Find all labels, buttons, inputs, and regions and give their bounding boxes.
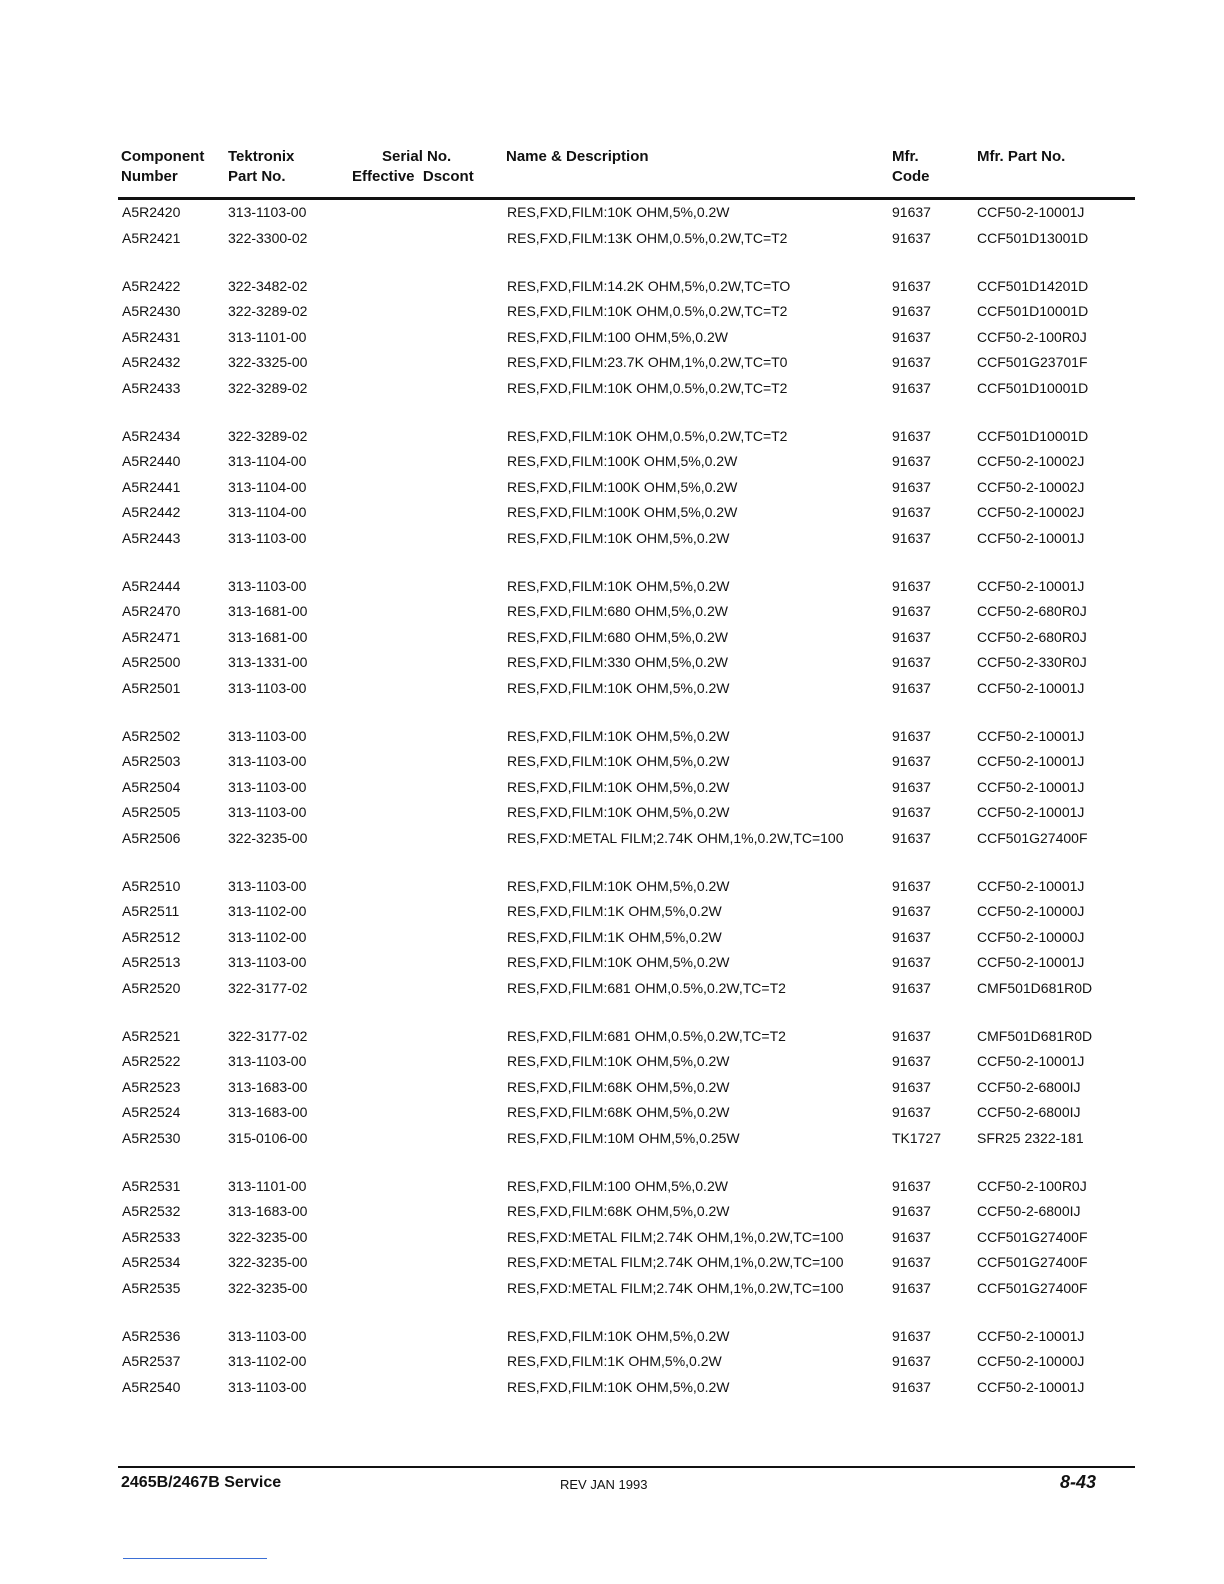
mfr-code: 91637 (892, 903, 931, 919)
table-row (0, 925, 1224, 951)
tektronix-part-no: 322-3235-00 (228, 1254, 308, 1270)
mfr-part-no: SFR25 2322-181 (977, 1129, 1084, 1146)
tektronix-part-no: 313-1102-00 (228, 1353, 307, 1369)
name-description: RES,FXD,FILM:681 OHM,0.5%,0.2W,TC=T2 (507, 1027, 786, 1044)
component-number: A5R2502 (122, 727, 181, 744)
name-description: RES,FXD,FILM:10M OHM,5%,0.25W (507, 1129, 740, 1146)
tektronix-part-no: 313-1101-00 (228, 328, 307, 345)
mfr-code: 91637 (892, 1228, 931, 1245)
name-description: RES,FXD,FILM:100K OHM,5%,0.2W (507, 453, 738, 469)
footer-rule (118, 1466, 1135, 1468)
tektronix-part-no: 313-1104-00 (228, 478, 307, 495)
mfr-part-no: CCF50-2-10001J (977, 753, 1085, 769)
component-number: A5R2504 (122, 778, 181, 795)
mfr-code: 91637 (892, 504, 931, 520)
mfr-code: 91637 (892, 1177, 931, 1194)
table-row (0, 1024, 1224, 1050)
table-row (0, 899, 1224, 925)
table-row (0, 574, 1224, 600)
mfr-code: 91637 (892, 928, 931, 945)
mfr-part-no: CCF50-2-10001J (977, 529, 1085, 546)
table-row (0, 1349, 1224, 1375)
tektronix-part-no: 313-1683-00 (228, 1203, 308, 1219)
table-row (0, 299, 1224, 325)
table-row (0, 775, 1224, 801)
table-row (0, 1100, 1224, 1126)
tektronix-part-no: 313-1103-00 (228, 1327, 307, 1344)
name-description: RES,FXD,FILM:10K OHM,5%,0.2W (507, 1053, 730, 1069)
component-number: A5R2430 (122, 303, 181, 319)
component-number: A5R2442 (122, 504, 181, 520)
mfr-part-no: CCF50-2-330R0J (977, 654, 1087, 670)
table-row (0, 650, 1224, 676)
name-description: RES,FXD,FILM:1K OHM,5%,0.2W (507, 928, 722, 945)
tektronix-part-no: 313-1103-00 (228, 204, 307, 220)
component-number: A5R2441 (122, 478, 181, 495)
name-description: RES,FXD,FILM:10K OHM,5%,0.2W (507, 204, 730, 220)
mfr-part-no: CMF501D681R0D (977, 1027, 1093, 1044)
mfr-part-no: CMF501D681R0D (977, 979, 1093, 996)
tektronix-part-no: 322-3235-00 (228, 1279, 308, 1296)
component-number: A5R2531 (122, 1177, 181, 1194)
name-description: RES,FXD:METAL FILM;2.74K OHM,1%,0.2W,TC=100 (507, 1228, 844, 1245)
header-serial-no: Serial No. Effective Dscont (352, 148, 474, 185)
table-row (0, 1075, 1224, 1101)
table-row (0, 676, 1224, 702)
mfr-code: 91637 (892, 804, 931, 820)
row-group (0, 274, 1224, 402)
name-description: RES,FXD,FILM:10K OHM,5%,0.2W (507, 804, 730, 820)
mfr-part-no: CCF50-2-10000J (977, 1353, 1085, 1369)
name-description: RES,FXD,FILM:68K OHM,5%,0.2W (507, 1104, 730, 1120)
mfr-part-no: CCF50-2-10001J (977, 727, 1085, 744)
mfr-code: 91637 (892, 979, 931, 996)
mfr-code: 91637 (892, 778, 931, 795)
tektronix-part-no: 322-3235-00 (228, 829, 308, 846)
mfr-part-no: CCF50-2-10001J (977, 877, 1085, 894)
mfr-part-no: CCF501G27400F (977, 1254, 1088, 1270)
mfr-part-no: CCF50-2-10001J (977, 204, 1085, 220)
component-number: A5R2524 (122, 1104, 181, 1120)
table-row (0, 826, 1224, 852)
mfr-part-no: CCF50-2-10001J (977, 1378, 1085, 1395)
tektronix-part-no: 313-1683-00 (228, 1104, 308, 1120)
row-group (0, 1174, 1224, 1302)
mfr-code: 91637 (892, 1104, 931, 1120)
name-description: RES,FXD,FILM:10K OHM,5%,0.2W (507, 727, 730, 744)
mfr-part-no: CCF501D10001D (977, 303, 1089, 319)
mfr-code: 91637 (892, 204, 931, 220)
row-group (0, 724, 1224, 852)
mfr-part-no: CCF50-2-6800IJ (977, 1203, 1081, 1219)
tektronix-part-no: 313-1103-00 (228, 1378, 307, 1395)
mfr-code: 91637 (892, 727, 931, 744)
mfr-code: 91637 (892, 954, 931, 970)
name-description: RES,FXD,FILM:10K OHM,5%,0.2W (507, 753, 730, 769)
component-number: A5R2433 (122, 379, 181, 396)
table-row (0, 800, 1224, 826)
name-description: RES,FXD,FILM:14.2K OHM,5%,0.2W,TC=TO (507, 277, 791, 294)
name-description: RES,FXD,FILM:1K OHM,5%,0.2W (507, 1353, 722, 1369)
component-number: A5R2537 (122, 1353, 181, 1369)
component-number: A5R2432 (122, 354, 181, 370)
table-row (0, 1049, 1224, 1075)
tektronix-part-no: 313-1681-00 (228, 603, 308, 619)
table-row (0, 1375, 1224, 1401)
table-row (0, 500, 1224, 526)
name-description: RES,FXD,FILM:68K OHM,5%,0.2W (507, 1203, 730, 1219)
component-number: A5R2522 (122, 1053, 181, 1069)
component-number: A5R2521 (122, 1027, 181, 1044)
component-number: A5R2470 (122, 603, 181, 619)
table-row (0, 226, 1224, 252)
mfr-code: TK1727 (892, 1129, 942, 1146)
tektronix-part-no: 313-1103-00 (228, 954, 307, 970)
mfr-code: 91637 (892, 1053, 931, 1069)
component-number: A5R2443 (122, 529, 181, 546)
mfr-code: 91637 (892, 654, 931, 670)
table-row (0, 1250, 1224, 1276)
table-row (0, 874, 1224, 900)
mfr-code: 91637 (892, 679, 931, 696)
mfr-part-no: CCF50-2-10001J (977, 954, 1085, 970)
mfr-part-no: CCF501G27400F (977, 829, 1088, 846)
mfr-part-no: CCF50-2-100R0J (977, 328, 1087, 345)
tektronix-part-no: 322-3289-02 (228, 427, 308, 444)
name-description: RES,FXD,FILM:100K OHM,5%,0.2W (507, 504, 738, 520)
mfr-code: 91637 (892, 453, 931, 469)
component-number: A5R2434 (122, 427, 181, 444)
mfr-part-no: CCF50-2-10000J (977, 928, 1085, 945)
mfr-code: 91637 (892, 1203, 931, 1219)
component-number: A5R2535 (122, 1279, 181, 1296)
mfr-code: 91637 (892, 427, 931, 444)
mfr-part-no: CCF50-2-10001J (977, 1327, 1085, 1344)
row-group (0, 874, 1224, 1002)
tektronix-part-no: 313-1104-00 (228, 453, 307, 469)
tektronix-part-no: 322-3177-02 (228, 1027, 308, 1044)
table-row (0, 749, 1224, 775)
name-description: RES,FXD,FILM:680 OHM,5%,0.2W (507, 628, 728, 645)
table-row (0, 724, 1224, 750)
footer-manual-title: 2465B/2467B Service (121, 1474, 282, 1491)
table-row (0, 424, 1224, 450)
header-tektronix-part-no: Tektronix Part No. (228, 148, 295, 185)
component-number: A5R2533 (122, 1228, 181, 1245)
mfr-code: 91637 (892, 628, 931, 645)
mfr-part-no: CCF50-2-10002J (977, 504, 1085, 520)
mfr-part-no: CCF50-2-6800IJ (977, 1104, 1081, 1120)
table-row (0, 950, 1224, 976)
mfr-code: 91637 (892, 1027, 931, 1044)
tektronix-part-no: 315-0106-00 (228, 1129, 308, 1146)
mfr-code: 91637 (892, 1279, 931, 1296)
name-description: RES,FXD,FILM:10K OHM,5%,0.2W (507, 529, 730, 546)
mfr-code: 91637 (892, 328, 931, 345)
tektronix-part-no: 313-1103-00 (228, 877, 307, 894)
mfr-part-no: CCF50-2-10001J (977, 778, 1085, 795)
component-number: A5R2440 (122, 453, 181, 469)
mfr-part-no: CCF50-2-680R0J (977, 628, 1087, 645)
name-description: RES,FXD,FILM:13K OHM,0.5%,0.2W,TC=T2 (507, 229, 788, 246)
table-row (0, 325, 1224, 351)
table-row (0, 475, 1224, 501)
mfr-code: 91637 (892, 577, 931, 594)
component-number: A5R2512 (122, 928, 181, 945)
component-number: A5R2506 (122, 829, 181, 846)
component-number: A5R2523 (122, 1078, 181, 1095)
table-row (0, 376, 1224, 402)
mfr-part-no: CCF501G27400F (977, 1228, 1088, 1245)
row-group (0, 200, 1224, 251)
tektronix-part-no: 322-3325-00 (228, 354, 308, 370)
mfr-part-no: CCF501D14201D (977, 277, 1089, 294)
component-number: A5R2500 (122, 654, 181, 670)
tektronix-part-no: 313-1103-00 (228, 529, 307, 546)
mfr-code: 91637 (892, 277, 931, 294)
tektronix-part-no: 313-1103-00 (228, 727, 307, 744)
row-group (0, 424, 1224, 552)
tektronix-part-no: 322-3289-02 (228, 379, 308, 396)
mfr-part-no: CCF501G27400F (977, 1279, 1088, 1296)
mfr-code: 91637 (892, 478, 931, 495)
tektronix-part-no: 313-1103-00 (228, 778, 307, 795)
name-description: RES,FXD,FILM:10K OHM,5%,0.2W (507, 1378, 730, 1395)
mfr-code: 91637 (892, 877, 931, 894)
tektronix-part-no: 313-1104-00 (228, 504, 307, 520)
component-number: A5R2421 (122, 229, 181, 246)
component-number: A5R2471 (122, 628, 181, 645)
row-group (0, 1324, 1224, 1401)
table-row (0, 1276, 1224, 1302)
name-description: RES,FXD,FILM:10K OHM,5%,0.2W (507, 1327, 730, 1344)
name-description: RES,FXD,FILM:100 OHM,5%,0.2W (507, 1177, 728, 1194)
table-row (0, 976, 1224, 1002)
name-description: RES,FXD,FILM:10K OHM,5%,0.2W (507, 679, 730, 696)
name-description: RES,FXD,FILM:23.7K OHM,1%,0.2W,TC=T0 (507, 354, 788, 370)
tektronix-part-no: 322-3289-02 (228, 303, 308, 319)
mfr-code: 91637 (892, 829, 931, 846)
table-row (0, 200, 1224, 226)
mfr-part-no: CCF50-2-10001J (977, 1053, 1085, 1069)
tektronix-part-no: 313-1331-00 (228, 654, 308, 670)
footer-revision: REV JAN 1993 (560, 1477, 648, 1492)
row-group (0, 574, 1224, 702)
name-description: RES,FXD,FILM:100K OHM,5%,0.2W (507, 478, 738, 495)
component-number: A5R2536 (122, 1327, 181, 1344)
name-description: RES,FXD,FILM:330 OHM,5%,0.2W (507, 654, 728, 670)
mfr-part-no: CCF50-2-10001J (977, 577, 1085, 594)
name-description: RES,FXD,FILM:10K OHM,5%,0.2W (507, 954, 730, 970)
mfr-code: 91637 (892, 753, 931, 769)
tektronix-part-no: 322-3177-02 (228, 979, 308, 996)
component-number: A5R2530 (122, 1129, 181, 1146)
tektronix-part-no: 313-1103-00 (228, 804, 307, 820)
table-row (0, 599, 1224, 625)
table-row (0, 1174, 1224, 1200)
name-description: RES,FXD,FILM:10K OHM,5%,0.2W (507, 877, 730, 894)
row-group (0, 1024, 1224, 1152)
table-row (0, 449, 1224, 475)
name-description: RES,FXD:METAL FILM;2.74K OHM,1%,0.2W,TC=100 (507, 1254, 844, 1270)
name-description: RES,FXD,FILM:100 OHM,5%,0.2W (507, 328, 728, 345)
component-number: A5R2510 (122, 877, 181, 894)
name-description: RES,FXD,FILM:1K OHM,5%,0.2W (507, 903, 722, 919)
header-name-description: Name & Description (506, 148, 649, 165)
header-mfr-code: Mfr. Code (892, 148, 930, 185)
header-mfr-part-no: Mfr. Part No. (977, 148, 1066, 165)
tektronix-part-no: 313-1681-00 (228, 628, 308, 645)
mfr-code: 91637 (892, 1378, 931, 1395)
mfr-code: 91637 (892, 379, 931, 396)
mfr-part-no: CCF501D10001D (977, 379, 1089, 396)
component-number: A5R2532 (122, 1203, 181, 1219)
component-number: A5R2513 (122, 954, 181, 970)
mfr-part-no: CCF501D13001D (977, 229, 1089, 246)
table-row (0, 350, 1224, 376)
name-description: RES,FXD,FILM:10K OHM,0.5%,0.2W,TC=T2 (507, 303, 788, 319)
table-row (0, 625, 1224, 651)
component-number: A5R2431 (122, 328, 181, 345)
component-number: A5R2520 (122, 979, 181, 996)
name-description: RES,FXD,FILM:10K OHM,5%,0.2W (507, 577, 730, 594)
table-row (0, 1225, 1224, 1251)
mfr-code: 91637 (892, 529, 931, 546)
mfr-part-no: CCF50-2-10000J (977, 903, 1085, 919)
mfr-code: 91637 (892, 1353, 931, 1369)
footer-page-number: 8-43 (1060, 1472, 1097, 1492)
table-row (0, 526, 1224, 552)
mfr-part-no: CCF501D10001D (977, 427, 1089, 444)
name-description: RES,FXD,FILM:681 OHM,0.5%,0.2W,TC=T2 (507, 979, 786, 996)
parts-table (0, 200, 1224, 1423)
mfr-code: 91637 (892, 303, 931, 319)
link-underline (123, 1558, 267, 1559)
mfr-part-no: CCF501G23701F (977, 354, 1088, 370)
name-description: RES,FXD:METAL FILM;2.74K OHM,1%,0.2W,TC=100 (507, 1279, 844, 1296)
table-row (0, 1126, 1224, 1152)
mfr-part-no: CCF50-2-10001J (977, 804, 1085, 820)
name-description: RES,FXD,FILM:10K OHM,0.5%,0.2W,TC=T2 (507, 427, 788, 444)
tektronix-part-no: 322-3482-02 (228, 277, 308, 294)
component-number: A5R2505 (122, 804, 181, 820)
tektronix-part-no: 313-1101-00 (228, 1177, 307, 1194)
tektronix-part-no: 313-1102-00 (228, 903, 307, 919)
component-number: A5R2511 (122, 903, 180, 919)
tektronix-part-no: 313-1103-00 (228, 753, 307, 769)
tektronix-part-no: 322-3300-02 (228, 229, 308, 246)
component-number: A5R2540 (122, 1378, 181, 1395)
mfr-part-no: CCF50-2-10002J (977, 478, 1085, 495)
component-number: A5R2501 (122, 679, 181, 696)
tektronix-part-no: 313-1103-00 (228, 577, 307, 594)
component-number: A5R2534 (122, 1254, 181, 1270)
mfr-part-no: CCF50-2-100R0J (977, 1177, 1087, 1194)
tektronix-part-no: 322-3235-00 (228, 1228, 308, 1245)
component-number: A5R2444 (122, 577, 181, 594)
mfr-code: 91637 (892, 1254, 931, 1270)
name-description: RES,FXD,FILM:68K OHM,5%,0.2W (507, 1078, 730, 1095)
name-description: RES,FXD:METAL FILM;2.74K OHM,1%,0.2W,TC=100 (507, 829, 844, 846)
tektronix-part-no: 313-1683-00 (228, 1078, 308, 1095)
name-description: RES,FXD,FILM:10K OHM,5%,0.2W (507, 778, 730, 795)
component-number: A5R2422 (122, 277, 181, 294)
tektronix-part-no: 313-1102-00 (228, 928, 307, 945)
mfr-code: 91637 (892, 1078, 931, 1095)
mfr-code: 91637 (892, 229, 931, 246)
name-description: RES,FXD,FILM:10K OHM,0.5%,0.2W,TC=T2 (507, 379, 788, 396)
table-row (0, 1199, 1224, 1225)
header-component-number: Component Number (121, 148, 205, 185)
tektronix-part-no: 313-1103-00 (228, 679, 307, 696)
mfr-code: 91637 (892, 603, 931, 619)
mfr-part-no: CCF50-2-10001J (977, 679, 1085, 696)
mfr-code: 91637 (892, 354, 931, 370)
name-description: RES,FXD,FILM:680 OHM,5%,0.2W (507, 603, 728, 619)
table-row (0, 1324, 1224, 1350)
component-number: A5R2503 (122, 753, 181, 769)
mfr-part-no: CCF50-2-6800IJ (977, 1078, 1081, 1095)
mfr-code: 91637 (892, 1327, 931, 1344)
component-number: A5R2420 (122, 204, 181, 220)
table-row (0, 274, 1224, 300)
mfr-part-no: CCF50-2-10002J (977, 453, 1085, 469)
tektronix-part-no: 313-1103-00 (228, 1053, 307, 1069)
mfr-part-no: CCF50-2-680R0J (977, 603, 1087, 619)
